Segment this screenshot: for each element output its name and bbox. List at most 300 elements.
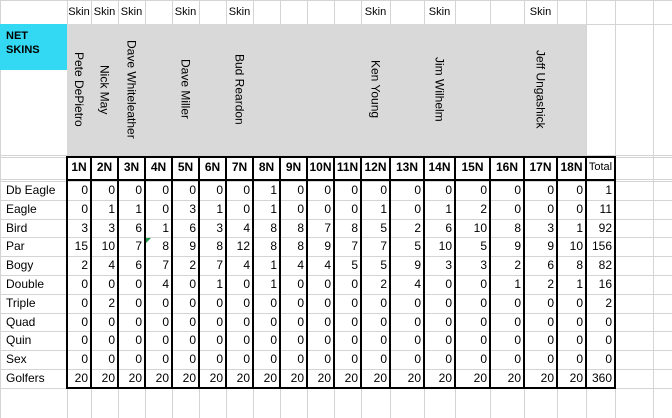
data-cell[interactable]: 0 <box>108 352 115 367</box>
data-cell[interactable]: 0 <box>414 333 421 348</box>
skin-mark-cell[interactable]: Skin <box>529 6 552 18</box>
total-cell[interactable]: 92 <box>598 220 612 235</box>
data-cell[interactable]: 0 <box>189 333 196 348</box>
border-column <box>454 156 456 389</box>
data-cell[interactable]: 0 <box>380 352 387 367</box>
data-cell[interactable]: 0 <box>547 314 554 329</box>
data-cell[interactable]: 20 <box>101 371 115 385</box>
data-cell[interactable]: 20 <box>344 371 358 385</box>
skin-mark-cell[interactable] <box>490 0 524 24</box>
hole-header-cell[interactable]: 16N <box>495 160 518 174</box>
data-cell[interactable]: 0 <box>243 314 250 329</box>
data-cell[interactable]: 0 <box>576 352 583 367</box>
data-cell[interactable]: 6 <box>547 258 554 273</box>
data-cell[interactable]: 2 <box>547 277 554 291</box>
data-cell[interactable]: 0 <box>445 183 452 197</box>
skin-mark-cell[interactable]: Skin <box>93 6 116 18</box>
data-cell[interactable]: 0 <box>480 277 487 291</box>
data-cell[interactable]: 0 <box>135 314 142 329</box>
data-cell[interactable]: 0 <box>270 352 277 367</box>
skin-mark-cell[interactable] <box>557 0 586 24</box>
data-cell[interactable]: 20 <box>209 371 223 385</box>
data-cell[interactable]: 5 <box>414 239 421 254</box>
data-cell[interactable]: 0 <box>189 277 196 291</box>
player-name-cell[interactable]: Bud Reardon <box>232 54 247 125</box>
data-cell[interactable]: 0 <box>297 183 304 197</box>
data-cell[interactable]: 0 <box>162 295 169 310</box>
data-cell[interactable]: 0 <box>189 352 196 367</box>
data-cell[interactable]: 0 <box>216 183 223 197</box>
hole-header-cell[interactable]: 13N <box>395 160 418 174</box>
data-cell[interactable]: 0 <box>297 277 304 291</box>
hole-header-cell[interactable]: 6N <box>204 160 221 174</box>
data-cell[interactable]: 8 <box>576 258 583 273</box>
player-name-cell[interactable] <box>253 30 280 149</box>
border-column <box>360 156 362 389</box>
data-cell[interactable]: 20 <box>236 371 250 385</box>
border-column <box>389 156 391 389</box>
data-cell[interactable]: 0 <box>414 201 421 216</box>
data-cell[interactable]: 0 <box>162 314 169 329</box>
title-line-2: SKINS <box>6 44 40 56</box>
data-cell[interactable]: 6 <box>445 220 452 235</box>
border-column <box>171 156 173 389</box>
data-cell[interactable]: 0 <box>216 295 223 310</box>
data-cell[interactable]: 0 <box>380 183 387 197</box>
data-cell[interactable]: 5 <box>480 239 487 254</box>
data-cell[interactable]: 0 <box>108 277 115 291</box>
border-column <box>523 156 525 389</box>
data-cell[interactable]: 8 <box>270 239 277 254</box>
data-cell[interactable]: 0 <box>351 333 358 348</box>
data-cell[interactable]: 0 <box>189 314 196 329</box>
player-name-cell[interactable] <box>455 30 490 149</box>
player-name-cell[interactable] <box>199 30 226 149</box>
data-cell[interactable]: 10 <box>473 220 487 235</box>
data-cell[interactable]: 0 <box>380 295 387 310</box>
data-cell[interactable]: 7 <box>162 258 169 273</box>
data-cell[interactable]: 6 <box>135 258 142 273</box>
player-name-cell[interactable] <box>334 30 361 149</box>
data-cell[interactable]: 2 <box>108 295 115 310</box>
data-cell[interactable]: 7 <box>380 239 387 254</box>
data-cell[interactable]: 7 <box>324 220 331 235</box>
data-cell[interactable]: 4 <box>243 258 250 273</box>
data-cell[interactable]: 0 <box>81 183 88 197</box>
data-cell[interactable]: 1 <box>445 201 452 216</box>
data-cell[interactable]: 20 <box>540 371 554 385</box>
total-cell[interactable]: 82 <box>598 258 612 273</box>
data-cell[interactable]: 20 <box>507 371 521 385</box>
data-cell[interactable]: 0 <box>351 314 358 329</box>
data-cell[interactable]: 20 <box>407 371 421 385</box>
net-skins-title-cell[interactable] <box>0 24 67 70</box>
player-name-cell[interactable]: Pete DePietro <box>72 52 86 127</box>
data-cell[interactable]: 0 <box>162 201 169 216</box>
skin-mark-cell[interactable] <box>145 0 172 24</box>
player-name-cell[interactable] <box>307 30 334 149</box>
data-cell[interactable]: 0 <box>135 333 142 348</box>
border-column <box>489 156 491 389</box>
hole-header-cell[interactable]: 5N <box>177 160 194 174</box>
data-cell[interactable]: 7 <box>351 239 358 254</box>
data-cell[interactable]: 0 <box>108 183 115 197</box>
data-cell[interactable]: 0 <box>514 295 521 310</box>
data-cell[interactable]: 0 <box>270 295 277 310</box>
row-label-cell[interactable]: Bird <box>6 220 28 235</box>
data-cell[interactable]: 0 <box>445 314 452 329</box>
data-cell[interactable]: 0 <box>81 352 88 367</box>
data-cell[interactable]: 0 <box>243 352 250 367</box>
data-cell[interactable]: 4 <box>108 258 115 273</box>
data-cell[interactable]: 12 <box>236 239 250 254</box>
row-label-cell[interactable]: Triple <box>6 295 36 310</box>
data-cell[interactable]: 0 <box>297 352 304 367</box>
data-cell[interactable]: 0 <box>243 183 250 197</box>
data-cell[interactable]: 0 <box>576 333 583 348</box>
total-cell[interactable]: 16 <box>598 277 612 291</box>
hole-header-cell[interactable]: 1N <box>71 160 87 174</box>
data-cell[interactable]: 0 <box>81 333 88 348</box>
player-name-cell[interactable]: Ken Young <box>368 60 383 119</box>
total-cell[interactable]: 11 <box>599 201 612 216</box>
data-cell[interactable]: 0 <box>445 277 452 291</box>
data-cell[interactable]: 0 <box>414 295 421 310</box>
data-cell[interactable]: 0 <box>380 314 387 329</box>
data-cell[interactable]: 3 <box>108 220 115 235</box>
data-cell[interactable]: 20 <box>317 371 331 385</box>
player-name-cell[interactable] <box>390 30 424 149</box>
data-cell[interactable]: 2 <box>189 258 196 273</box>
border-bottom <box>66 387 616 389</box>
data-cell[interactable]: 1 <box>270 201 277 216</box>
player-name-cell[interactable] <box>490 30 524 149</box>
player-name-cell[interactable] <box>145 30 172 149</box>
skin-mark-cell[interactable]: Skin <box>120 6 143 18</box>
hole-header-cell[interactable]: 14N <box>428 160 451 174</box>
row-label-cell[interactable]: Sex <box>6 352 27 367</box>
data-cell[interactable]: 2 <box>514 258 521 273</box>
hole-header-cell[interactable]: 2N <box>96 160 113 174</box>
player-name-cell[interactable]: Nick May <box>97 64 112 115</box>
border-column <box>144 156 146 389</box>
border-column <box>333 156 335 389</box>
data-cell[interactable]: 2 <box>480 201 487 216</box>
data-cell[interactable]: 3 <box>189 201 196 216</box>
data-cell[interactable]: 1 <box>576 277 583 291</box>
row-label-cell[interactable]: Par <box>6 239 25 254</box>
data-cell[interactable]: 4 <box>162 277 169 291</box>
data-cell[interactable]: 2 <box>380 277 387 291</box>
data-cell[interactable]: 0 <box>480 295 487 310</box>
total-cell[interactable]: 156 <box>591 239 612 254</box>
player-name-cell[interactable] <box>557 30 586 149</box>
total-cell[interactable]: 360 <box>591 371 612 385</box>
data-cell[interactable]: 7 <box>216 258 223 273</box>
skin-mark-cell[interactable]: Skin <box>228 6 251 18</box>
data-cell[interactable]: 20 <box>438 371 452 385</box>
hole-header-cell[interactable]: 18N <box>560 160 583 174</box>
data-cell[interactable]: 3 <box>547 220 554 235</box>
data-cell[interactable]: 0 <box>216 352 223 367</box>
data-cell[interactable]: 20 <box>290 371 304 385</box>
skin-mark-cell[interactable]: Skin <box>174 6 197 18</box>
data-cell[interactable]: 0 <box>351 183 358 197</box>
data-cell[interactable]: 0 <box>576 314 583 329</box>
data-cell[interactable]: 0 <box>108 314 115 329</box>
border-column <box>225 156 227 389</box>
data-cell[interactable]: 0 <box>243 333 250 348</box>
data-cell[interactable]: 1 <box>270 277 277 291</box>
data-cell[interactable]: 20 <box>74 371 88 385</box>
data-cell[interactable]: 0 <box>108 333 115 348</box>
hole-header-cell[interactable]: 8N <box>258 160 275 174</box>
data-cell[interactable]: 0 <box>297 314 304 329</box>
data-cell[interactable]: 1 <box>514 277 521 291</box>
hole-header-cell[interactable]: 10N <box>309 160 332 174</box>
row-label-cell[interactable]: Quin <box>6 333 32 348</box>
data-cell[interactable]: 0 <box>480 333 487 348</box>
data-cell[interactable]: 0 <box>514 314 521 329</box>
data-cell[interactable]: 9 <box>414 258 421 273</box>
total-cell[interactable]: 0 <box>605 333 612 348</box>
row-label-cell[interactable]: Double <box>6 277 45 291</box>
data-cell[interactable]: 0 <box>81 295 88 310</box>
data-cell[interactable]: 0 <box>324 333 331 348</box>
data-cell[interactable]: 0 <box>547 333 554 348</box>
data-cell[interactable]: 0 <box>547 201 554 216</box>
data-cell[interactable]: 4 <box>243 220 250 235</box>
data-cell[interactable]: 0 <box>514 352 521 367</box>
player-name-cell[interactable]: Dave Miller <box>178 59 193 120</box>
data-cell[interactable]: 0 <box>576 295 583 310</box>
data-cell[interactable]: 0 <box>162 183 169 197</box>
skin-mark-cell[interactable]: Skin <box>68 6 90 18</box>
data-cell[interactable]: 0 <box>480 183 487 197</box>
data-cell[interactable]: 1 <box>270 183 277 197</box>
row-label-cell[interactable]: Eagle <box>6 201 37 216</box>
data-cell[interactable]: 20 <box>373 371 387 385</box>
skin-mark-cell[interactable] <box>199 0 226 24</box>
border-top <box>66 156 616 158</box>
border-header-bottom <box>66 179 616 181</box>
data-cell[interactable]: 15 <box>74 239 88 254</box>
data-cell[interactable]: 10 <box>438 239 452 254</box>
skin-mark-cell[interactable] <box>334 0 361 24</box>
skin-mark-cell[interactable] <box>390 0 424 24</box>
data-cell[interactable]: 0 <box>547 352 554 367</box>
data-cell[interactable]: 0 <box>480 352 487 367</box>
data-cell[interactable]: 1 <box>216 201 223 216</box>
data-cell[interactable]: 6 <box>189 220 196 235</box>
data-cell[interactable]: 2 <box>81 258 88 273</box>
data-cell[interactable]: 0 <box>135 295 142 310</box>
row-label-cell[interactable]: Bogy <box>6 258 34 273</box>
total-header-cell[interactable]: Total <box>588 161 613 173</box>
skin-mark-cell[interactable] <box>307 0 334 24</box>
hole-header-cell[interactable]: 11N <box>336 160 359 174</box>
grid-column-line <box>653 0 654 418</box>
row-label-cell[interactable]: Db Eagle <box>6 183 56 197</box>
data-cell[interactable]: 3 <box>81 220 88 235</box>
data-cell[interactable]: 0 <box>216 333 223 348</box>
data-cell[interactable]: 0 <box>547 295 554 310</box>
data-cell[interactable]: 4 <box>297 258 304 273</box>
data-cell[interactable]: 1 <box>216 277 223 291</box>
skin-mark-cell[interactable] <box>253 0 280 24</box>
skin-mark-cell[interactable] <box>455 0 490 24</box>
data-cell[interactable]: 0 <box>297 295 304 310</box>
hole-header-cell[interactable]: 9N <box>285 160 302 174</box>
data-cell[interactable]: 0 <box>351 352 358 367</box>
border-column <box>198 156 200 389</box>
data-cell[interactable]: 20 <box>155 371 169 385</box>
data-cell[interactable]: 0 <box>243 201 250 216</box>
data-cell[interactable]: 0 <box>162 352 169 367</box>
border-column <box>117 156 119 389</box>
data-cell[interactable]: 0 <box>445 333 452 348</box>
data-cell[interactable]: 20 <box>263 371 277 385</box>
hole-header-cell[interactable]: 17N <box>529 160 552 174</box>
data-cell[interactable]: 9 <box>189 239 196 254</box>
data-cell[interactable]: 0 <box>351 295 358 310</box>
data-cell[interactable]: 0 <box>243 277 250 291</box>
data-cell[interactable]: 1 <box>270 258 277 273</box>
border-column <box>556 156 558 389</box>
skin-mark-cell[interactable]: Skin <box>428 6 451 18</box>
data-cell[interactable]: 8 <box>162 239 169 254</box>
data-cell[interactable]: 8 <box>351 220 358 235</box>
data-cell[interactable]: 0 <box>514 201 521 216</box>
data-cell[interactable]: 4 <box>324 258 331 273</box>
data-cell[interactable]: 0 <box>81 277 88 291</box>
data-cell[interactable]: 0 <box>576 201 583 216</box>
hole-header-cell[interactable]: 15N <box>461 160 484 174</box>
data-cell[interactable]: 5 <box>351 258 358 273</box>
data-cell[interactable]: 10 <box>101 239 115 254</box>
data-cell[interactable]: 1 <box>108 201 115 216</box>
data-cell[interactable]: 1 <box>380 201 387 216</box>
data-cell[interactable]: 0 <box>270 314 277 329</box>
data-cell[interactable]: 20 <box>182 371 196 385</box>
data-cell[interactable]: 0 <box>324 201 331 216</box>
data-cell[interactable]: 3 <box>480 258 487 273</box>
data-cell[interactable]: 1 <box>162 220 169 235</box>
data-cell[interactable]: 0 <box>324 314 331 329</box>
data-cell[interactable]: 0 <box>480 314 487 329</box>
hole-header-cell[interactable]: 12N <box>364 160 387 174</box>
data-cell[interactable]: 0 <box>216 314 223 329</box>
hole-header-cell[interactable]: 3N <box>123 160 140 174</box>
player-name-cell[interactable] <box>280 30 307 149</box>
data-cell[interactable]: 8 <box>270 220 277 235</box>
data-cell[interactable]: 0 <box>135 277 142 291</box>
data-cell[interactable]: 20 <box>128 371 142 385</box>
hole-header-cell[interactable]: 7N <box>231 160 248 174</box>
data-cell[interactable]: 0 <box>135 183 142 197</box>
data-cell[interactable]: 8 <box>297 220 304 235</box>
data-cell[interactable]: 0 <box>547 183 554 197</box>
player-name-cell[interactable]: Dave Whiteleather <box>124 40 139 139</box>
data-cell[interactable]: 2 <box>414 220 421 235</box>
border-column <box>252 156 254 389</box>
data-cell[interactable]: 20 <box>569 371 583 385</box>
row-label-cell[interactable]: Quad <box>6 314 36 329</box>
data-cell[interactable]: 0 <box>81 314 88 329</box>
data-cell[interactable]: 9 <box>324 239 331 254</box>
cell-flag-marker <box>146 238 151 243</box>
hole-header-cell[interactable]: 4N <box>150 160 167 174</box>
data-cell[interactable]: 3 <box>216 220 223 235</box>
data-cell[interactable]: 0 <box>324 183 331 197</box>
skin-mark-cell[interactable]: Skin <box>364 6 387 18</box>
data-cell[interactable]: 0 <box>189 183 196 197</box>
data-cell[interactable]: 0 <box>297 333 304 348</box>
title-line-1: NET <box>6 30 28 42</box>
data-cell[interactable]: 0 <box>297 201 304 216</box>
data-cell[interactable]: 5 <box>380 220 387 235</box>
data-cell[interactable]: 0 <box>162 333 169 348</box>
data-cell[interactable]: 0 <box>351 277 358 291</box>
data-cell[interactable]: 9 <box>514 239 521 254</box>
border-column <box>423 156 425 389</box>
data-cell[interactable]: 0 <box>243 295 250 310</box>
data-cell[interactable]: 0 <box>380 333 387 348</box>
data-cell[interactable]: 4 <box>414 277 421 291</box>
data-cell[interactable]: 10 <box>569 239 583 254</box>
data-cell[interactable]: 0 <box>414 183 421 197</box>
data-cell[interactable]: 0 <box>135 352 142 367</box>
player-name-cell[interactable]: Jeff Ungashick <box>533 50 548 129</box>
data-cell[interactable]: 8 <box>216 239 223 254</box>
total-cell[interactable]: 0 <box>605 352 612 367</box>
data-cell[interactable]: 9 <box>547 239 554 254</box>
data-cell[interactable]: 0 <box>414 314 421 329</box>
total-cell[interactable]: 2 <box>605 295 612 310</box>
total-cell[interactable]: 0 <box>605 314 612 329</box>
border-column <box>306 156 308 389</box>
data-cell[interactable]: 0 <box>414 352 421 367</box>
data-cell[interactable]: 0 <box>324 295 331 310</box>
data-cell[interactable]: 1 <box>576 220 583 235</box>
data-cell[interactable]: 1 <box>135 201 142 216</box>
data-cell[interactable]: 0 <box>514 333 521 348</box>
data-cell[interactable]: 0 <box>445 352 452 367</box>
data-cell[interactable]: 3 <box>445 258 452 273</box>
data-cell[interactable]: 0 <box>324 277 331 291</box>
data-cell[interactable]: 0 <box>576 183 583 197</box>
data-cell[interactable]: 7 <box>135 239 142 254</box>
data-cell[interactable]: 0 <box>81 201 88 216</box>
skin-mark-cell[interactable] <box>280 0 307 24</box>
border-column <box>279 156 281 389</box>
player-name-cell[interactable]: Jim Wilhelm <box>432 57 447 122</box>
total-cell[interactable]: 1 <box>605 183 612 197</box>
border-right <box>614 156 616 389</box>
data-cell[interactable]: 6 <box>135 220 142 235</box>
data-cell[interactable]: 8 <box>297 239 304 254</box>
data-cell[interactable]: 0 <box>270 333 277 348</box>
data-cell[interactable]: 0 <box>445 295 452 310</box>
data-cell[interactable]: 0 <box>189 295 196 310</box>
data-cell[interactable]: 8 <box>514 220 521 235</box>
data-cell[interactable]: 5 <box>380 258 387 273</box>
data-cell[interactable]: 0 <box>351 201 358 216</box>
data-cell[interactable]: 0 <box>324 352 331 367</box>
data-cell[interactable]: 0 <box>514 183 521 197</box>
row-label-cell[interactable]: Golfers <box>6 371 45 385</box>
data-cell[interactable]: 20 <box>473 371 487 385</box>
